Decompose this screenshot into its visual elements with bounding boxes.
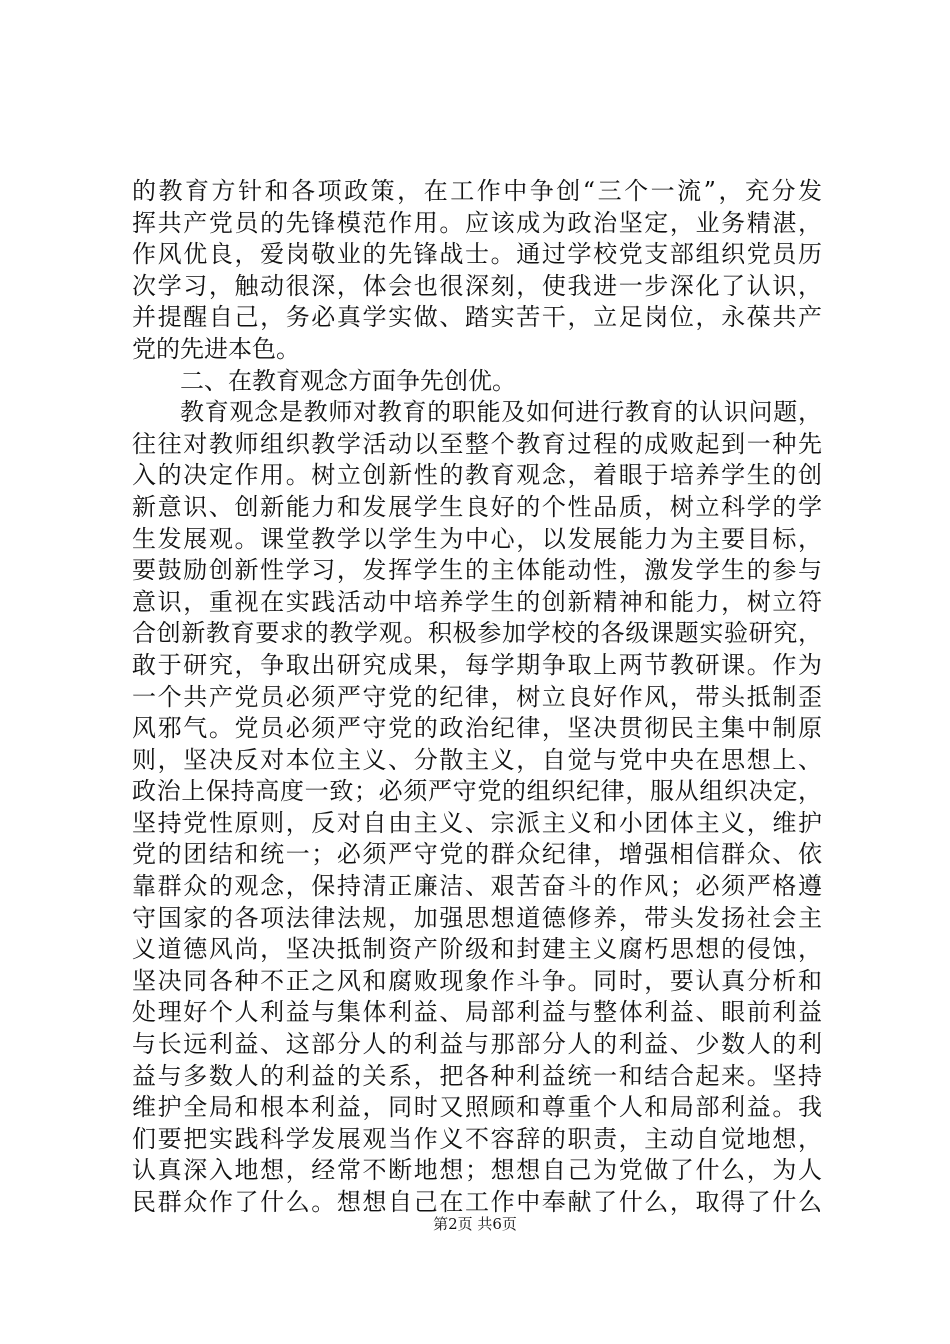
text-line: 则，坚决反对本位主义、分散主义，自觉与党中央在思想上、 <box>132 745 822 774</box>
text-line: 政治上保持高度一致；必须严守党的组织纪律，服从组织决定， <box>132 777 822 806</box>
text-line: 认真深入地想，经常不断地想；想想自己为党做了什么，为人 <box>132 1156 822 1185</box>
text-line: 意识，重视在实践活动中培养学生的创新精神和能力，树立符 <box>132 587 822 616</box>
text-line: 作风优良，爱岗敬业的先锋战士。通过学校党支部组织党员历 <box>132 240 822 269</box>
text-line: 坚决同各种不正之风和腐败现象作斗争。同时，要认真分析和 <box>132 966 822 995</box>
text-line: 党的团结和统一；必须严守党的群众纪律，增强相信群众、依 <box>132 840 822 869</box>
page-number-footer: 第2页 共6页 <box>433 1215 517 1233</box>
text-line: 处理好个人利益与集体利益、局部利益与整体利益、眼前利益 <box>132 998 822 1027</box>
text-line: 守国家的各项法律法规，加强思想道德修养，带头发扬社会主 <box>132 903 822 932</box>
text-line: 民群众作了什么。想想自己在工作中奉献了什么，取得了什么 <box>132 1188 822 1216</box>
text-line: 坚持党性原则，反对自由主义、宗派主义和小团体主义，维护 <box>132 808 822 837</box>
text-line: 义道德风尚，坚决抵制资产阶级和封建主义腐朽思想的侵蚀， <box>132 935 822 964</box>
text-line: 挥共产党员的先锋模范作用。应该成为政治坚定，业务精湛， <box>132 208 822 237</box>
text-line: 党的先进本色。 <box>132 334 300 363</box>
text-line: 往往对教师组织教学活动以至整个教育过程的成败起到一种先 <box>132 429 822 458</box>
text-line: 们要把实践科学发展观当作义不容辞的职责，主动自觉地想， <box>132 1124 822 1153</box>
text-line: 并提醒自己，务必真学实做、踏实苦干，立足岗位，永葆共产 <box>132 303 822 332</box>
text-line: 合创新教育要求的教学观。积极参加学校的各级课题实验研究， <box>132 619 822 648</box>
text-line: 入的决定作用。树立创新性的教育观念，着眼于培养学生的创 <box>132 461 822 490</box>
text-line: 一个共产党员必须严守党的纪律，树立良好作风，带头抵制歪 <box>132 682 822 711</box>
text-line: 教育观念是教师对教育的职能及如何进行教育的认识问题， <box>180 398 822 427</box>
text-line: 敢于研究，争取出研究成果，每学期争取上两节教研课。作为 <box>132 650 822 679</box>
text-line: 新意识、创新能力和发展学生良好的个性品质，树立科学的学 <box>132 492 822 521</box>
text-line: 要鼓励创新性学习，发挥学生的主体能动性，激发学生的参与 <box>132 556 822 585</box>
text-line: 与长远利益、这部分人的利益与那部分人的利益、少数人的利 <box>132 1030 822 1059</box>
text-line: 的教育方针和各项政策，在工作中争创“三个一流”，充分发 <box>132 177 822 205</box>
document-body <box>132 176 822 1219</box>
section-heading: 二、在教育观念方面争先创优。 <box>180 366 516 395</box>
text-line: 风邪气。党员必须严守党的政治纪律，坚决贯彻民主集中制原 <box>132 714 822 743</box>
text-line: 次学习，触动很深，体会也很深刻，使我进一步深化了认识， <box>132 271 822 300</box>
text-line: 维护全局和根本利益，同时又照顾和尊重个人和局部利益。我 <box>132 1093 822 1122</box>
text-line: 生发展观。课堂教学以学生为中心，以发展能力为主要目标， <box>132 524 822 553</box>
text-line: 益与多数人的利益的关系，把各种利益统一和结合起来。坚持 <box>132 1061 822 1090</box>
text-line: 靠群众的观念，保持清正廉洁、艰苦奋斗的作风；必须严格遵 <box>132 872 822 901</box>
